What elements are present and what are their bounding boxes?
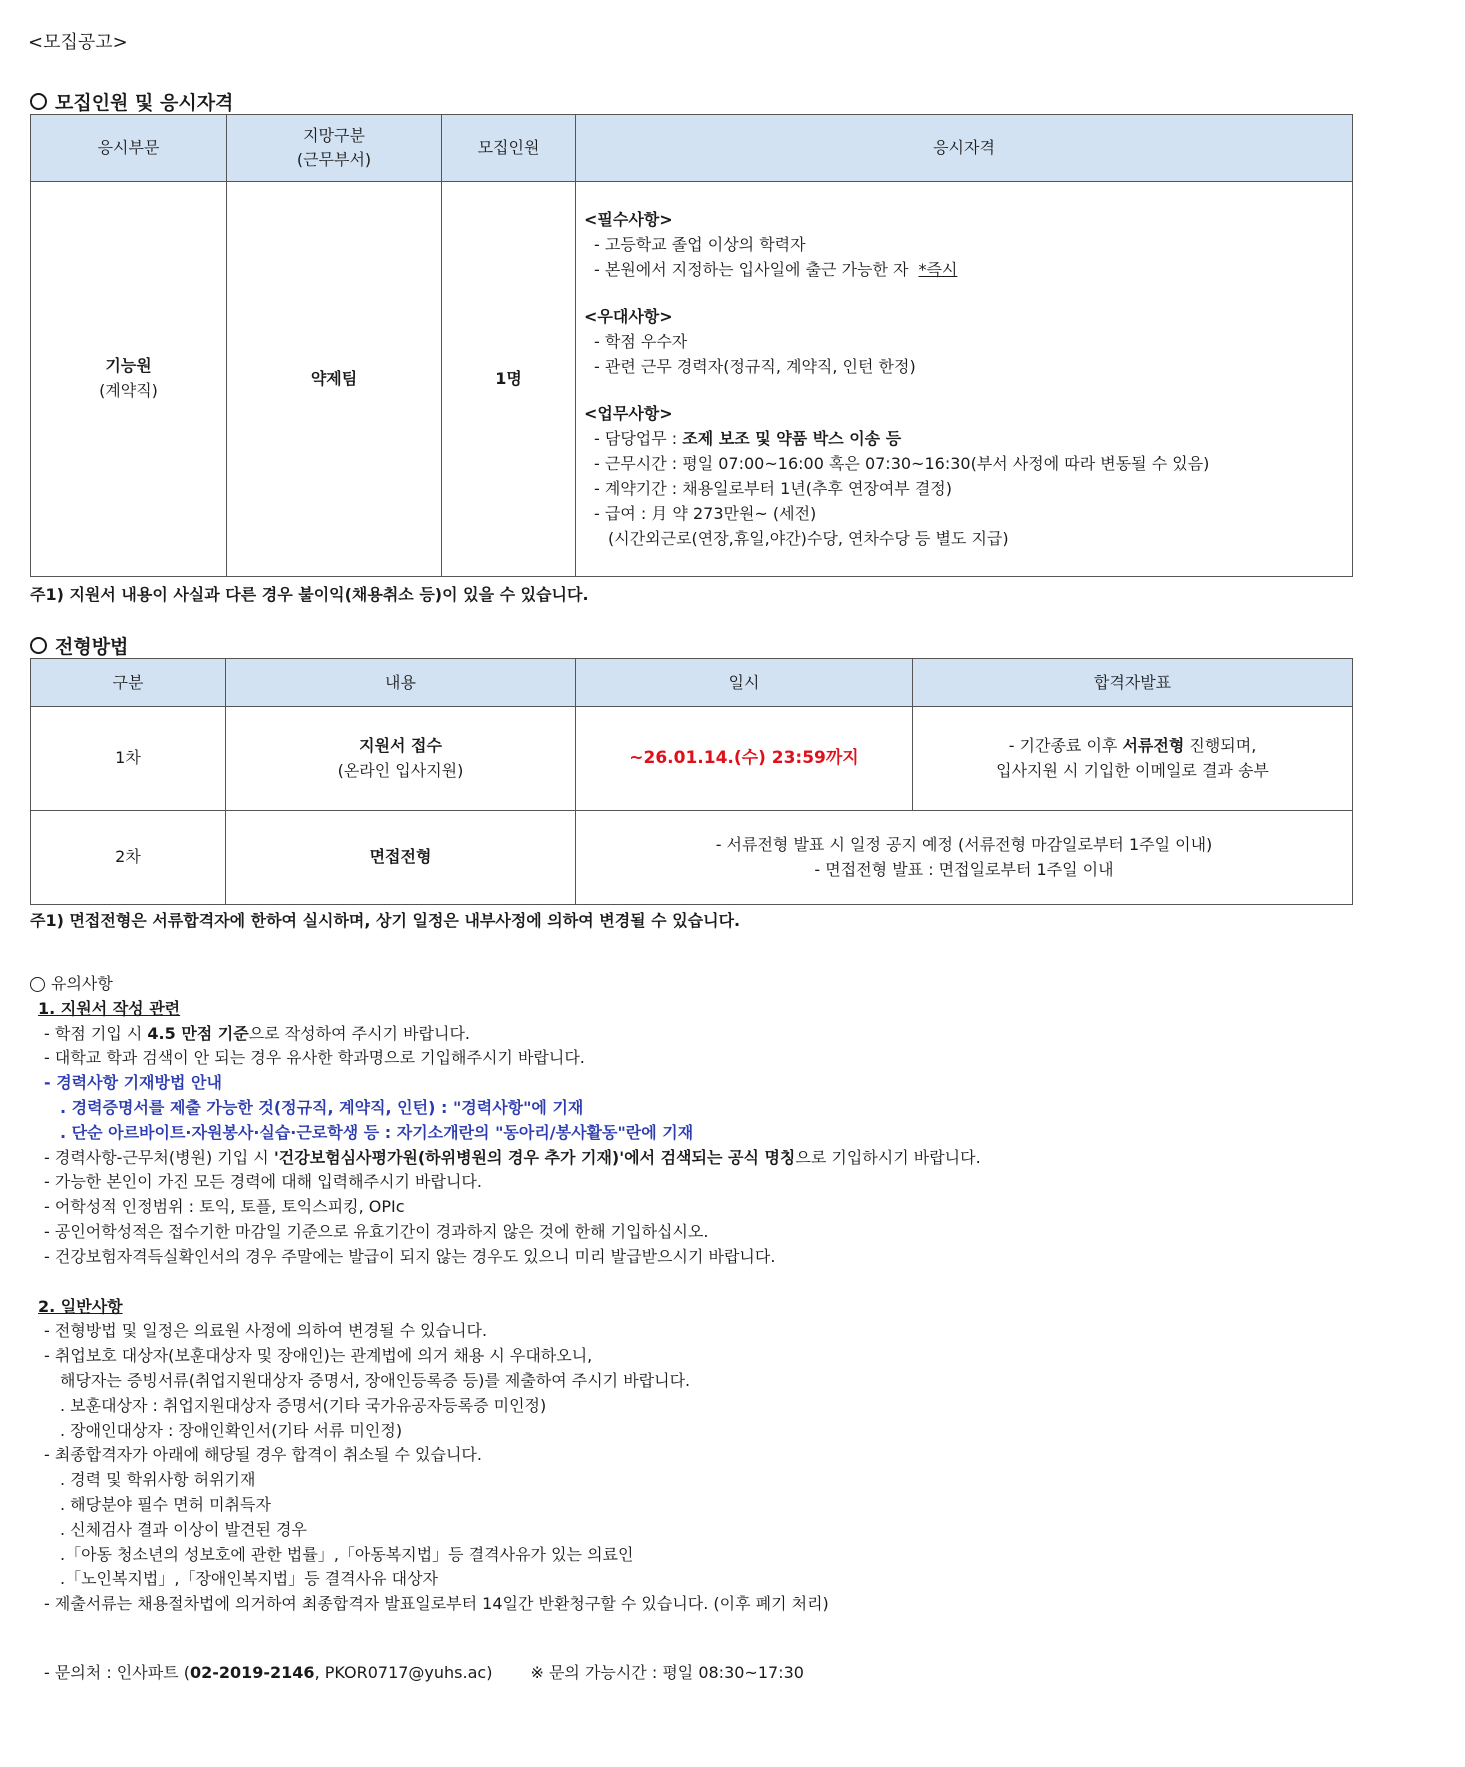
required-title: <필수사항> [584, 210, 673, 229]
duty-item: - 계약기간 : 채용일로부터 1년(추후 연장여부 결정) [594, 479, 953, 498]
duty-item: - 근무시간 : 평일 07:00~16:00 혹은 07:30~16:30(부서 사정에 따라 변동될 수 있음) [594, 454, 1210, 473]
notice-subitem: .「아동 청소년의 성보호에 관한 법률」,「아동복지법」등 결격사유가 있는 의료인 [60, 1544, 634, 1564]
notice-item: - 건강보험자격득실확인서의 경우 주말에는 발급이 되지 않는 경우도 있으니 미리 발급받으시기 바랍니다. [44, 1246, 776, 1266]
contact-phone: 02-2019-2146 [189, 1663, 315, 1682]
result-prefix: - 기간종료 이후 [1008, 735, 1123, 755]
required-item-text: - 본원에서 지정하는 입사일에 출근 가능한 자 [594, 260, 909, 279]
notice-subitem: . 장애인대상자 : 장애인확인서(기타 서류 미인정) [60, 1420, 403, 1440]
notice-subitem: . 신체검사 결과 이상이 발견된 경우 [60, 1519, 307, 1539]
duty-label: - 담당업무 : [594, 429, 683, 448]
notice-title-label: 유의사항 [51, 974, 113, 993]
notice-item: - 어학성적 인정범위 : 토익, 토플, 토익스피킹, OPIc [44, 1197, 405, 1217]
table-header-row [31, 659, 1353, 707]
qualification-cell [576, 182, 1353, 577]
content-title: 지원서 접수 [359, 735, 442, 755]
notice-item [30, 1022, 1330, 1047]
duty-item [584, 426, 1352, 451]
notice-subheading: 1. 지원서 작성 관련 [38, 998, 181, 1018]
header-dept-type-line1: 지망구분 [303, 126, 365, 145]
required-item [584, 257, 1352, 282]
notice-section [30, 972, 1330, 1617]
notice-item: - 경력사항 기재방법 안내 [44, 1073, 222, 1093]
duty-item: (시간외근로(연장,휴일,야간)수당, 연차수당 등 별도 지급) [608, 529, 1009, 548]
notice-item: - 공인어학성적은 접수기한 마감일 기준으로 유효기간이 경과하지 않은 것에 한해 기입하십시오. [44, 1221, 709, 1241]
contact-email: , PKOR0717@yuhs.ac) [314, 1663, 493, 1682]
duty-description: 조제 보조 및 약품 박스 이송 등 [682, 429, 902, 448]
notice-item: - 전형방법 및 일정은 의료원 사정에 의하여 변경될 수 있습니다. [44, 1321, 488, 1341]
section-recruitment-title [30, 88, 233, 115]
notice-bold-text: 4.5 만점 기준 [147, 1023, 249, 1043]
contact-hours: ※ 문의 가능시간 : 평일 08:30~17:30 [530, 1663, 804, 1682]
team-cell: 약제팀 [227, 182, 442, 577]
notice-item: - 가능한 본인이 가진 모든 경력에 대해 입력해주시기 바랍니다. [44, 1172, 482, 1192]
result-line: 입사지원 시 기입한 이메일로 결과 송부 [996, 760, 1269, 780]
circle-bullet-icon [30, 637, 47, 654]
notice-bold-text: '건강보험심사평가원(하위병원의 경우 추가 기재)'에서 검색되는 공식 명칭 [273, 1147, 796, 1167]
result-cell [913, 707, 1353, 811]
header-dept-type [227, 115, 442, 182]
contact-line [44, 1660, 804, 1683]
content-cell: 면접전형 [226, 811, 576, 905]
position-type: (계약직) [99, 381, 158, 400]
selection-table [30, 658, 1353, 905]
notice-subitem: 해당자는 증빙서류(취업지원대상자 증명서, 장애인등록증 등)를 제출하여 주시기 바랍니다. [60, 1370, 691, 1390]
contact-prefix: - 문의처 : 인사파트 ( [44, 1663, 190, 1682]
notice-item: - 취업보호 대상자(보훈대상자 및 장애인)는 관계법에 의거 채용 시 우대하오니, [44, 1346, 593, 1366]
notice-subitem: .「노인복지법」,「장애인복지법」등 결격사유 대상자 [60, 1569, 439, 1589]
table-row [31, 811, 1353, 905]
section-selection-label: 전형방법 [55, 636, 129, 658]
interview-info-cell [576, 811, 1353, 905]
stage-cell: 2차 [31, 811, 226, 905]
required-item: - 고등학교 졸업 이상의 학력자 [594, 235, 806, 254]
duty-item: - 급여 : 月 약 273만원~ (세전) [594, 504, 817, 523]
notice-item: - 대학교 학과 검색이 안 되는 경우 유사한 학과명으로 기입해주시기 바랍니다. [44, 1048, 585, 1068]
section2-note: 주1) 면접전형은 서류합격자에 한하여 실시하며, 상기 일정은 내부사정에 의하여 변경될 수 있습니다. [30, 911, 741, 930]
header-stage: 구분 [31, 659, 226, 707]
notice-subitem: . 경력증명서를 제출 가능한 것(정규직, 계약직, 인턴) : "경력사항"에 기재 [60, 1097, 584, 1117]
notice-item: - 최종합격자가 아래에 해당될 경우 합격이 취소될 수 있습니다. [44, 1445, 482, 1465]
count-cell: 1명 [442, 182, 576, 577]
notice-subitem: . 보훈대상자 : 취업지원대상자 증명서(기타 국가유공자등록증 미인정) [60, 1395, 547, 1415]
content-cell [226, 707, 576, 811]
required-immediate-note: *즉시 [918, 260, 958, 279]
interview-info-line: - 면접전형 발표 : 면접일로부터 1주일 이내 [814, 859, 1114, 879]
section-selection-title [30, 632, 128, 659]
section1-note: 주1) 지원서 내용이 사실과 다른 경우 불이익(채용취소 등)이 있을 수 있습니다. [30, 585, 589, 604]
recruitment-table [30, 114, 1353, 577]
section-recruitment-label: 모집인원 및 응시자격 [55, 92, 234, 114]
header-result: 합격자발표 [913, 659, 1353, 707]
stage-cell: 1차 [31, 707, 226, 811]
date-cell [576, 707, 913, 811]
deadline-text: ~26.01.14.(수) 23:59까지 [629, 748, 859, 769]
notice-subitem: . 해당분야 필수 면허 미취득자 [60, 1494, 271, 1514]
table-row [31, 707, 1353, 811]
result-suffix: 진행되며, [1184, 735, 1257, 755]
notice-text: 으로 기입하시기 바랍니다. [795, 1147, 981, 1167]
notice-text: 으로 작성하여 주시기 바랍니다. [248, 1023, 470, 1043]
notice-subitem: . 경력 및 학위사항 허위기재 [60, 1470, 256, 1490]
result-bold: 서류전형 [1122, 735, 1185, 755]
header-qualification: 응시자격 [576, 115, 1353, 182]
notice-text: - 경력사항-근무처(병원) 기입 시 [44, 1147, 274, 1167]
header-count: 모집인원 [442, 115, 576, 182]
table-header-row [31, 115, 1353, 182]
circle-bullet-icon [30, 93, 47, 110]
page-title: <모집공고> [28, 32, 128, 53]
notice-subheading: 2. 일반사항 [38, 1296, 123, 1316]
interview-info-line: - 서류전형 발표 시 일정 공지 예정 (서류전형 마감일로부터 1주일 이내) [715, 834, 1213, 854]
position-name: 기능원 [105, 356, 152, 376]
preferred-title: <우대사항> [584, 307, 673, 326]
table-row [31, 182, 1353, 577]
preferred-item: - 관련 근무 경력자(정규직, 계약직, 인턴 한정) [594, 357, 916, 376]
circle-bullet-icon [30, 977, 45, 992]
header-content: 내용 [226, 659, 576, 707]
position-cell [31, 182, 227, 577]
header-dept-type-line2: (근무부서) [296, 150, 372, 169]
header-date: 일시 [576, 659, 913, 707]
notice-item: - 제출서류는 채용절차법에 의거하여 최종합격자 발표일로부터 14일간 반환청구할 수 있습니다. (이후 폐기 처리) [44, 1594, 829, 1614]
notice-text: - 학점 기입 시 [44, 1023, 148, 1043]
content-subtitle: (온라인 입사지원) [337, 760, 464, 780]
duty-title: <업무사항> [584, 404, 673, 423]
notice-subitem: . 단순 아르바이트·자원봉사·실습·근로학생 등 : 자기소개란의 "동아리/봉사활동"란에 기재 [60, 1122, 694, 1142]
notice-title [30, 972, 1330, 997]
notice-item [30, 1146, 1330, 1171]
preferred-item: - 학점 우수자 [594, 332, 688, 351]
header-dept: 응시부문 [31, 115, 227, 182]
result-line [913, 734, 1352, 759]
